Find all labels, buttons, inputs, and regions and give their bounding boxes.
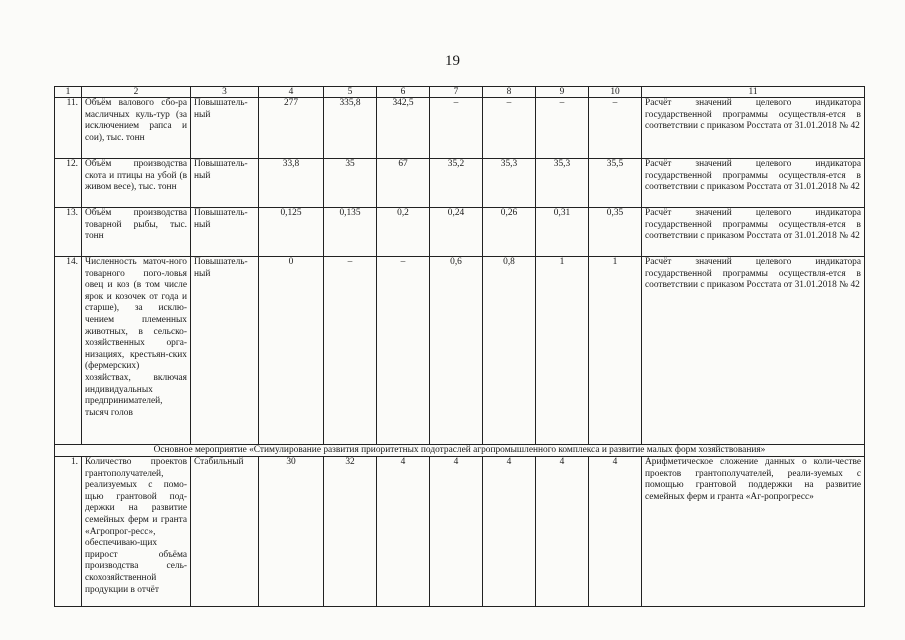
- indicator-name: Объём производства скота и птицы на убой (в живом весе), тыс. тонн: [82, 159, 191, 208]
- indicator-name: Количество проектов грантополучателей, реализуемых с помо-щью грантовой под-держки на развитие семейных ферм и гранта «Агропрог-ресс», обеспечиваю-щих прирост объёма производства сель-скохозяйственной продукции в отчёт: [82, 457, 191, 607]
- value-cell: 35,2: [430, 159, 483, 208]
- value-cell: –: [483, 98, 536, 159]
- value-cell: 0,8: [483, 257, 536, 445]
- value-cell: 342,5: [377, 98, 430, 159]
- indicator-type: Повышатель-ный: [191, 208, 259, 257]
- calculation-method: Арифметическое сложение данных о коли-честве проектов грантополучателей, реали-зуемых с помощью грантовой поддержки на развитие семейных ферм и гранта «Аг-ропрогресс»: [642, 457, 865, 607]
- value-cell: –: [589, 98, 642, 159]
- row-number: 13.: [55, 208, 82, 257]
- section-title: Основное мероприятие «Стимулирование развития приоритетных подотраслей агропромышленного комплекса и развитие малых форм хозяйствования»: [55, 445, 865, 457]
- column-header: 2: [82, 87, 191, 98]
- value-cell: 4: [430, 457, 483, 607]
- column-header: 1: [55, 87, 82, 98]
- value-cell: –: [430, 98, 483, 159]
- column-header: 3: [191, 87, 259, 98]
- table-row: [55, 257, 865, 445]
- column-header: 4: [259, 87, 324, 98]
- value-cell: 0,6: [430, 257, 483, 445]
- indicator-type: Повышатель-ный: [191, 257, 259, 445]
- value-cell: 1: [589, 257, 642, 445]
- value-cell: 35,5: [589, 159, 642, 208]
- row-number: 12.: [55, 159, 82, 208]
- row-number: 11.: [55, 98, 82, 159]
- calculation-method: Расчёт значений целевого индикатора государственной программы осуществля-ется в соответствии с приказом Росстата от 31.01.2018 № 42: [642, 257, 865, 445]
- table-row: [55, 159, 865, 208]
- table-row: [55, 208, 865, 257]
- column-header: 9: [536, 87, 589, 98]
- page-number: 19: [445, 53, 460, 69]
- value-cell: –: [377, 257, 430, 445]
- indicators-table: [54, 86, 865, 607]
- value-cell: 0,125: [259, 208, 324, 257]
- section-header-row: [55, 445, 865, 457]
- value-cell: 4: [483, 457, 536, 607]
- column-header: 6: [377, 87, 430, 98]
- indicator-type: Стабильный: [191, 457, 259, 607]
- value-cell: 33,8: [259, 159, 324, 208]
- indicator-type: Повышатель-ный: [191, 159, 259, 208]
- column-header: 8: [483, 87, 536, 98]
- value-cell: 277: [259, 98, 324, 159]
- value-cell: 335,8: [324, 98, 377, 159]
- value-cell: 4: [536, 457, 589, 607]
- table-row: [55, 457, 865, 607]
- value-cell: 35,3: [483, 159, 536, 208]
- row-number: 14.: [55, 257, 82, 445]
- value-cell: 0,31: [536, 208, 589, 257]
- value-cell: 0,24: [430, 208, 483, 257]
- indicator-name: Объём производства товарной рыбы, тыс. тонн: [82, 208, 191, 257]
- value-cell: 0: [259, 257, 324, 445]
- value-cell: 0,135: [324, 208, 377, 257]
- value-cell: 32: [324, 457, 377, 607]
- column-header: 5: [324, 87, 377, 98]
- calculation-method: Расчёт значений целевого индикатора государственной программы осуществля-ется в соответствии с приказом Росстата от 31.01.2018 № 42: [642, 98, 865, 159]
- value-cell: 35,3: [536, 159, 589, 208]
- calculation-method: Расчёт значений целевого индикатора государственной программы осуществля-ется в соответствии с приказом Росстата от 31.01.2018 № 42: [642, 159, 865, 208]
- value-cell: 4: [377, 457, 430, 607]
- column-header: 10: [589, 87, 642, 98]
- column-number-row: [55, 87, 865, 98]
- value-cell: 0,35: [589, 208, 642, 257]
- indicator-name: Объём валового сбо-ра масличных куль-тур (за исключением рапса и сои), тыс. тонн: [82, 98, 191, 159]
- row-number: 1.: [55, 457, 82, 607]
- value-cell: 35: [324, 159, 377, 208]
- indicator-name: Численность маточ-ного товарного пого-ловья овец и коз (в том числе ярок и козочек от года и старше), за исклю-чением племенных животных, в сельско-хозяйственных орга-низациях, крестьян-ских (фермерских) хозяйствах, включая индивидуальных предпринимателей, тысяч голов: [82, 257, 191, 445]
- indicator-type: Повышатель-ный: [191, 98, 259, 159]
- column-header: 11: [642, 87, 865, 98]
- value-cell: 1: [536, 257, 589, 445]
- calculation-method: Расчёт значений целевого индикатора государственной программы осуществля-ется в соответствии с приказом Росстата от 31.01.2018 № 42: [642, 208, 865, 257]
- value-cell: 30: [259, 457, 324, 607]
- value-cell: 67: [377, 159, 430, 208]
- value-cell: 0,26: [483, 208, 536, 257]
- value-cell: 0,2: [377, 208, 430, 257]
- table-row: [55, 98, 865, 159]
- value-cell: 4: [589, 457, 642, 607]
- column-header: 7: [430, 87, 483, 98]
- value-cell: –: [324, 257, 377, 445]
- value-cell: –: [536, 98, 589, 159]
